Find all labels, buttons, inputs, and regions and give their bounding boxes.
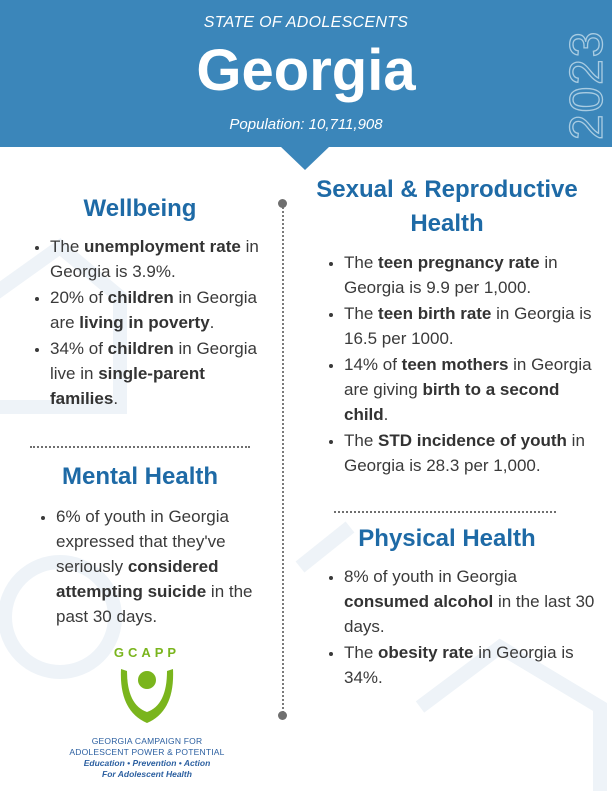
header-subtitle: STATE OF ADOLESCENTS <box>203 14 409 31</box>
logo-line-4: For Adolescent Health <box>102 769 192 779</box>
bullet-text: in the past 30 days. <box>56 582 253 626</box>
bullet-text: 6% of youth in Georgia expressed that they've seriously <box>56 507 229 576</box>
bullet-item <box>50 285 260 335</box>
bullet-text: The <box>50 237 85 256</box>
bullet-item <box>344 250 606 300</box>
bullet-item <box>56 504 266 629</box>
bullet-text: . <box>209 313 215 332</box>
divider-dot-top <box>278 199 287 208</box>
bullet-text: 20% of <box>50 288 108 307</box>
bullet-item <box>344 301 606 351</box>
bullet-bold-text: birth to a second child <box>344 380 560 424</box>
logo-figure-icon <box>117 663 177 733</box>
bullet-text: 14% of <box>344 355 402 374</box>
bullet-text: in the last 30 days. <box>344 592 595 636</box>
bullet-text: in Georgia live in <box>50 339 257 383</box>
separator-left <box>30 446 250 448</box>
bullet-bold-text: obesity rate <box>378 643 474 662</box>
logo-line-3: Education • Prevention • Action <box>83 758 211 768</box>
bullet-bold-text: considered attempting suicide <box>56 557 219 601</box>
physical-health-list <box>324 564 599 691</box>
bullet-bold-text: unemployment rate <box>84 237 241 256</box>
bullet-item <box>344 640 599 690</box>
population-label: Population: 10,711,908 <box>229 116 383 133</box>
bullet-text: 34% of <box>50 339 108 358</box>
bullet-bold-text: teen birth rate <box>378 304 492 323</box>
wellbeing-list <box>30 234 260 412</box>
bullet-item <box>344 564 599 639</box>
bullet-bold-text: single-parent families <box>50 364 205 408</box>
bullet-item <box>50 234 260 284</box>
sexual-health-list <box>324 250 606 479</box>
bullet-text: The <box>344 431 379 450</box>
bullet-bold-text: living in poverty <box>79 313 210 332</box>
bullet-bold-text: teen pregnancy rate <box>378 253 540 272</box>
bullet-bold-text: children <box>107 288 174 307</box>
bullet-text: The <box>344 304 379 323</box>
mental-health-list <box>36 504 266 630</box>
bullet-text: The <box>344 253 379 272</box>
divider-dot-bottom <box>278 711 287 720</box>
bullet-text: in Georgia is 16.5 per 1000. <box>344 304 592 348</box>
bullet-bold-text: STD incidence of youth <box>378 431 567 450</box>
mental-health-title: Mental Health <box>61 463 219 490</box>
bullet-bold-text: children <box>107 339 174 358</box>
vertical-divider <box>282 204 284 716</box>
bullet-text: in Georgia is 3.9%. <box>50 237 259 281</box>
logo-name: GCAPP <box>113 645 181 660</box>
logo-line-2: ADOLESCENT POWER & POTENTIAL <box>69 747 225 757</box>
bullet-text: . <box>113 389 119 408</box>
bullet-text: in Georgia are giving <box>344 355 592 399</box>
bullet-text: in Georgia are <box>50 288 257 332</box>
bullet-text: in Georgia is 28.3 per 1,000. <box>344 431 585 475</box>
bullet-text: The <box>344 643 379 662</box>
separator-right <box>334 511 556 513</box>
bullet-item <box>344 352 606 427</box>
header-banner <box>0 0 612 147</box>
bullet-text: . <box>383 405 389 424</box>
bullet-item <box>344 428 606 478</box>
bullet-item <box>50 336 260 411</box>
physical-health-title: Physical Health <box>358 525 536 552</box>
bullet-text: in Georgia is 9.9 per 1,000. <box>344 253 558 297</box>
logo-line-1: GEORGIA CAMPAIGN FOR <box>91 736 203 746</box>
bullet-text: in Georgia is 34%. <box>344 643 574 687</box>
bullet-text: 8% of youth in Georgia <box>344 567 517 586</box>
wellbeing-title: Wellbeing <box>83 195 197 222</box>
bullet-bold-text: teen mothers <box>401 355 509 374</box>
page-title: Georgia <box>196 38 416 103</box>
sexual-health-title: Sexual & Reproductive Health <box>316 176 578 237</box>
bullet-bold-text: consumed alcohol <box>344 592 494 611</box>
